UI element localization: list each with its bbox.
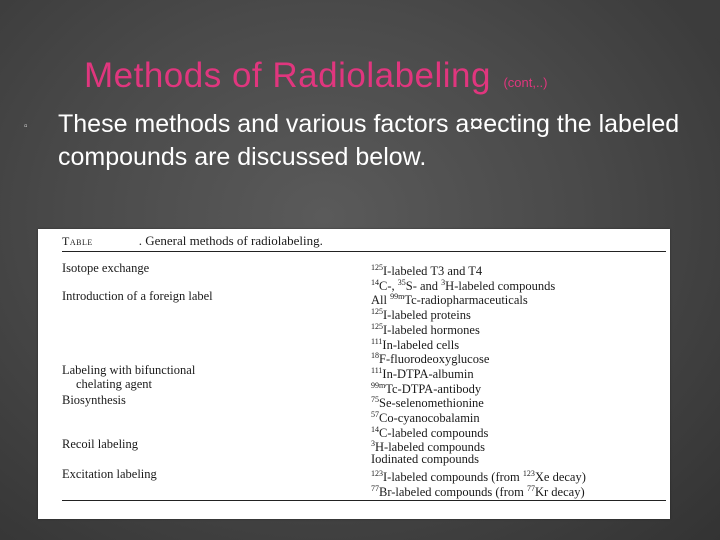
method-row: Recoil labeling	[62, 437, 139, 451]
isotope-mass: 111	[371, 336, 383, 346]
isotope-mass: 35	[397, 277, 406, 287]
isotope-mass: 77	[526, 483, 535, 493]
compound-text: In-labeled cells	[382, 337, 460, 352]
isotope-mass: 3	[441, 277, 446, 287]
isotope-mass: 75	[371, 395, 379, 405]
isotope-mass: 57	[371, 410, 379, 419]
isotope-mass: 18	[371, 351, 379, 361]
method-row	[62, 363, 195, 391]
method-row: Biosynthesis	[62, 393, 126, 407]
compound-text: Tc-DTPA-antibody	[385, 381, 482, 396]
compound-text: Kr decay)	[534, 484, 585, 499]
isotope-mass: 125	[371, 321, 383, 331]
isotope-mass: 77	[371, 483, 379, 493]
compound-text: H-labeled compounds	[375, 440, 486, 455]
compound-text: Tc-radiopharmaceuticals	[404, 293, 528, 308]
compound-text: F-fluorodeoxyglucose	[379, 352, 490, 367]
isotope-mass: 111	[371, 365, 383, 375]
method-row: Excitation labeling	[62, 467, 157, 481]
method-row: Isotope exchange	[62, 261, 150, 275]
body-text: These methods and various factors a¤ecting the labeled compounds are discussed below.	[58, 110, 680, 171]
compound-text: H-labeled compounds	[445, 278, 556, 293]
slide-title-main: Methods of Radiolabeling	[84, 56, 491, 95]
isotope-mass: 14	[371, 277, 379, 287]
compound-text: In-DTPA-albumin	[382, 366, 474, 381]
compound-text: I-labeled compounds (from	[383, 469, 523, 484]
compound-text: C-labeled compounds	[379, 425, 489, 440]
slide-title-suffix: (cont,..)	[503, 75, 548, 90]
table-caption-label: Table	[62, 234, 93, 248]
compound-text: I-labeled T3 and T4	[383, 264, 483, 278]
corner-decoration	[678, 0, 720, 42]
compound-text: Co-cyanocobalamin	[379, 411, 480, 425]
table-caption	[62, 233, 323, 249]
compound-text: S- and	[405, 278, 442, 293]
compound-text: C-,	[379, 278, 398, 293]
compound-text: Br-labeled compounds (from	[379, 484, 527, 499]
method-row: Introduction of a foreign label	[62, 289, 213, 303]
table-bottom-rule	[62, 500, 666, 501]
slide-title	[84, 56, 644, 96]
method-text: Labeling with bifunctional	[62, 363, 196, 377]
bullet-icon: ▫	[24, 121, 28, 132]
compound-text: Se-selenomethionine	[379, 396, 484, 411]
isotope-mass: 3	[371, 439, 375, 449]
compound-text: I-labeled proteins	[383, 308, 471, 323]
isotope-mass: 123	[522, 468, 535, 478]
compound-text: I-labeled hormones	[383, 322, 480, 337]
compound-text: Xe decay)	[534, 469, 586, 484]
isotope-mass: 123	[371, 468, 383, 478]
table-image	[38, 229, 670, 519]
isotope-mass: 14	[371, 424, 379, 434]
compound-row	[371, 482, 585, 499]
isotope-mass: 125	[371, 263, 383, 272]
compound-row	[371, 452, 479, 466]
table-top-rule	[62, 251, 666, 252]
isotope-mass: 125	[371, 307, 383, 317]
isotope-mass: 99m	[390, 292, 405, 302]
isotope-mass: 99m	[371, 380, 386, 390]
method-continuation: chelating agent	[76, 377, 153, 391]
compound-text: All	[371, 293, 391, 308]
compound-text: Iodinated compounds	[371, 452, 479, 467]
table-caption-text: . General methods of radiolabeling.	[138, 233, 323, 248]
